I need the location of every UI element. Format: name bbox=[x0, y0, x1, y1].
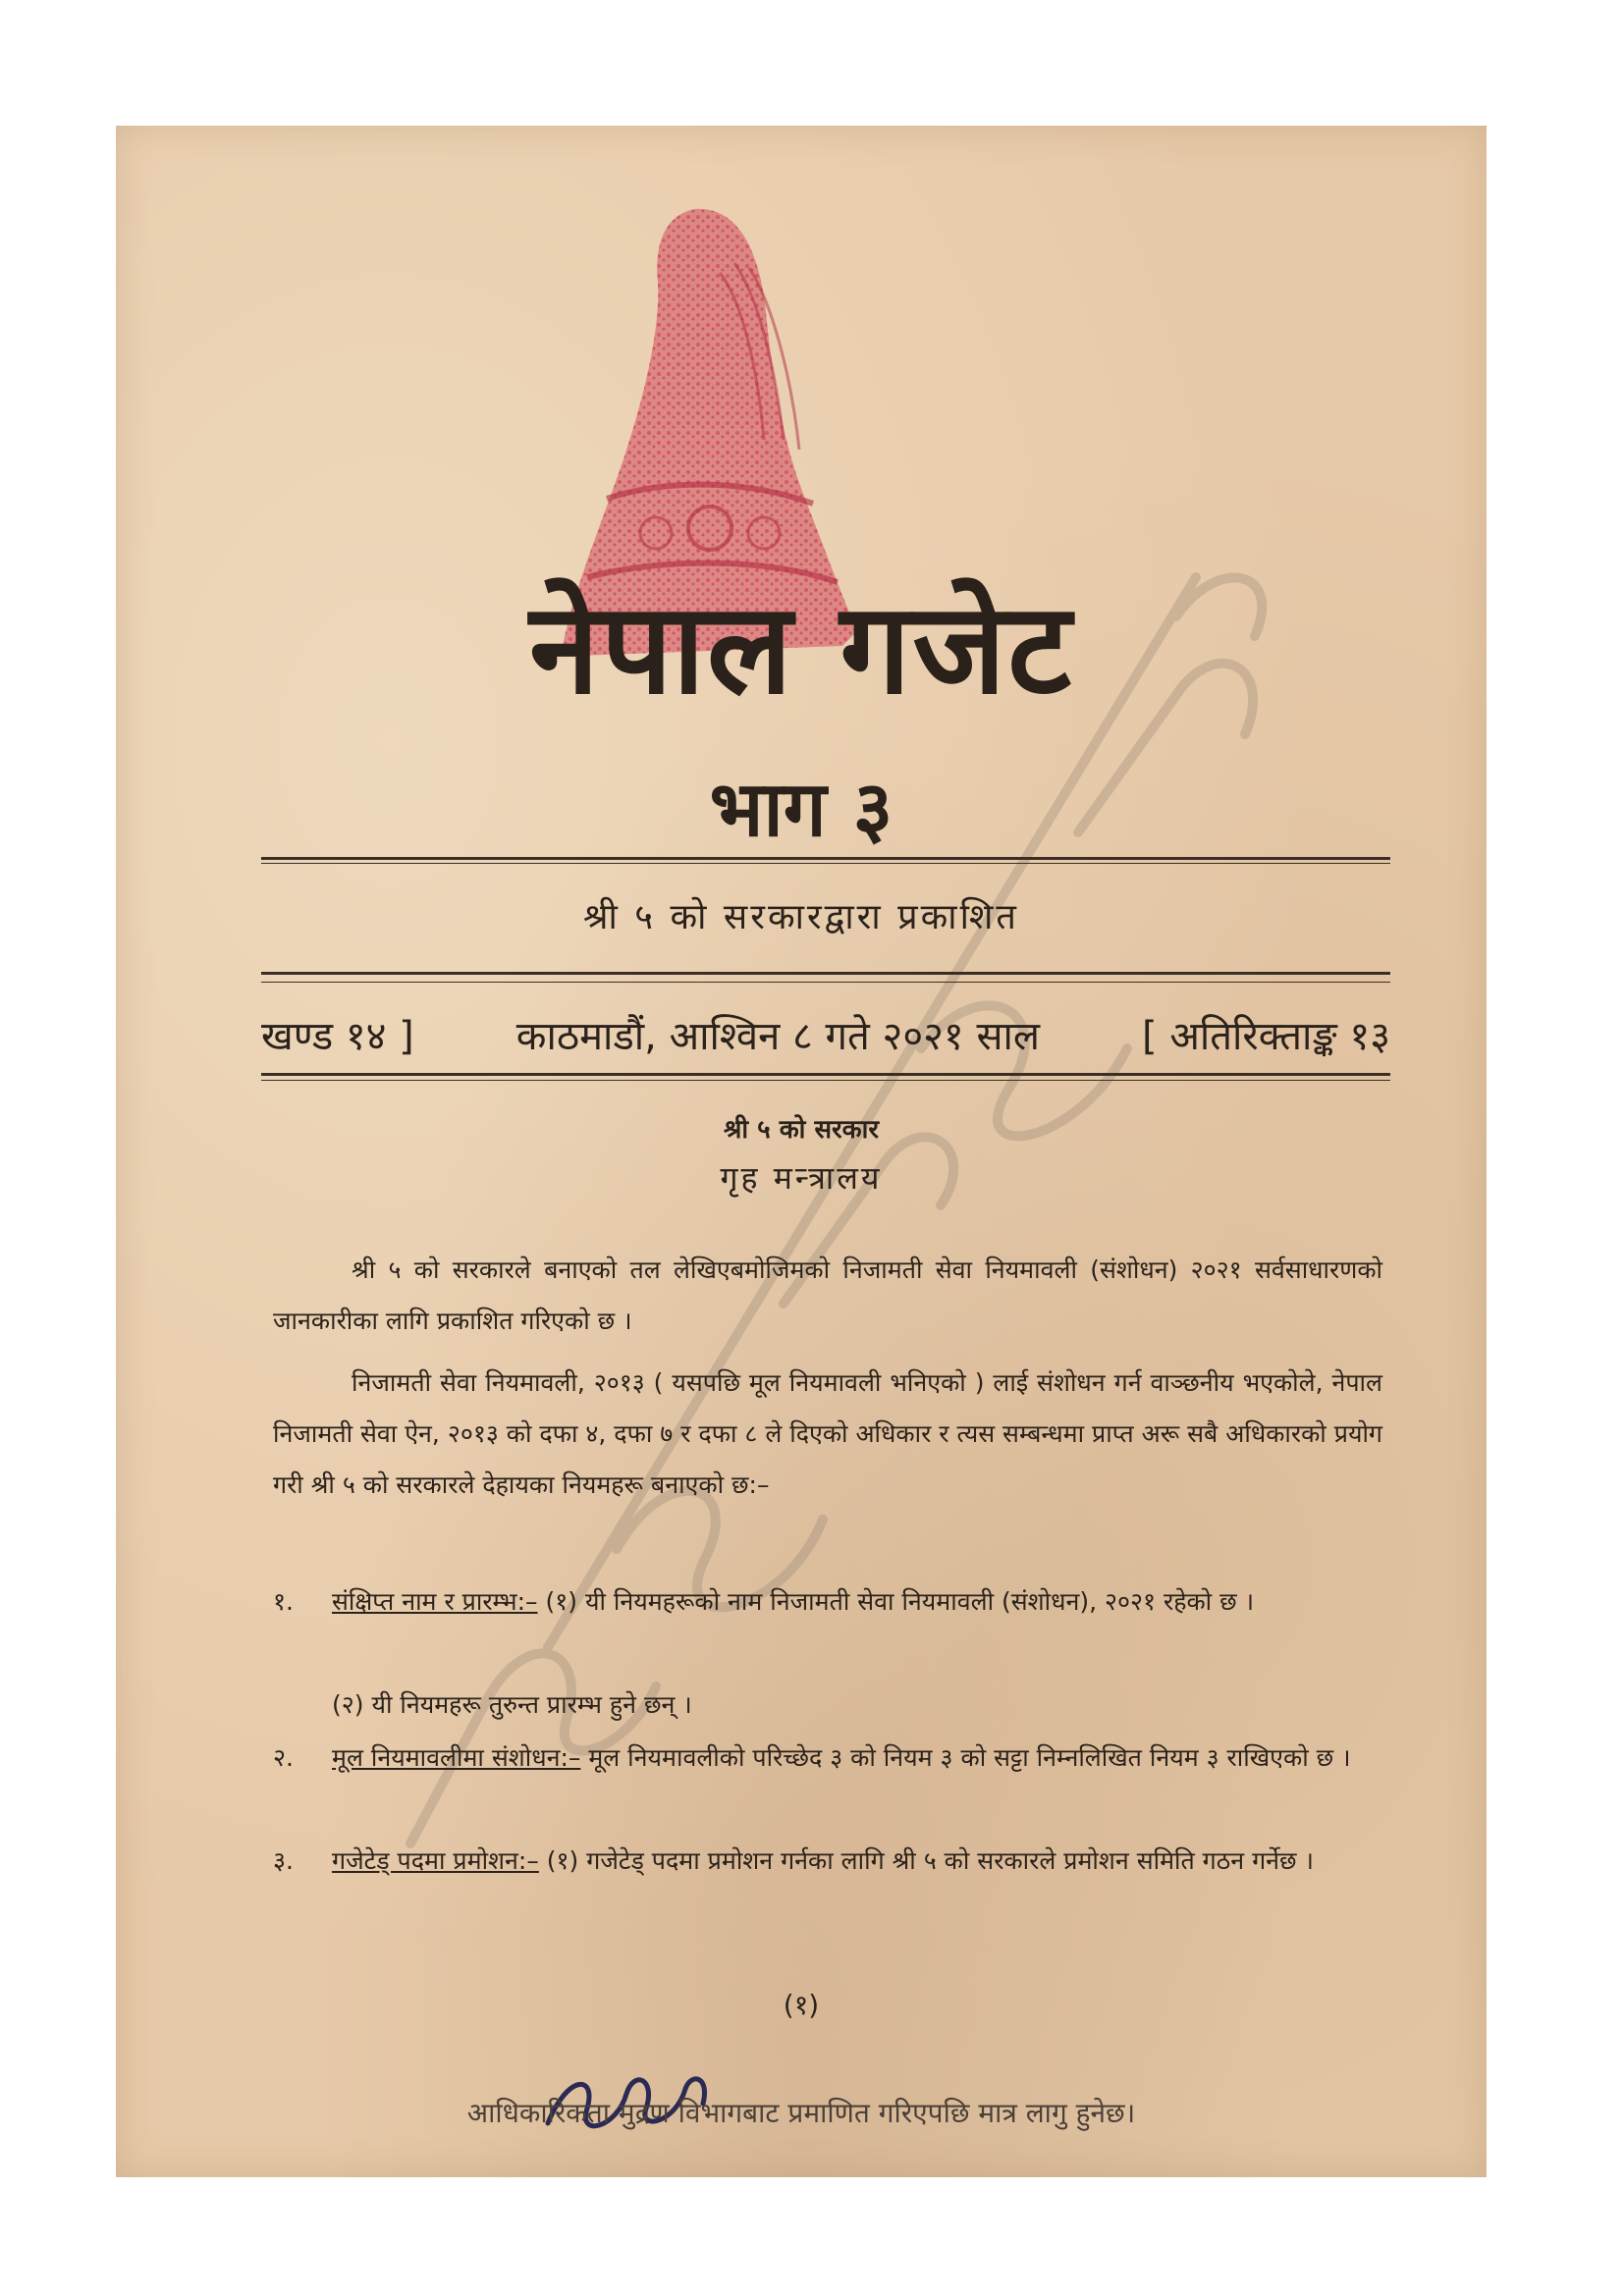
rule-text: (१) गजेटेड् पदमा प्रमोशन गर्नका लागि श्री ५ को सरकारले प्रमोशन समिति गठन गर्नेछ । bbox=[538, 1846, 1315, 1875]
rule-heading: मूल नियमावलीमा संशोधन:– bbox=[332, 1743, 581, 1772]
intro-paragraph: श्री ५ को सरकारले बनाएको तल लेखिएबमोजिमको निजामती सेवा नियमावली (संशोधन) २०२१ सर्वसाधारणको जानकारीका लागि प्रकाशित गरिएको छ । bbox=[273, 1255, 1382, 1335]
page-number: (१) bbox=[783, 1989, 820, 2021]
rule-number: २. bbox=[273, 1743, 294, 1772]
rule-body bbox=[332, 1733, 1382, 1784]
masthead-title: नेपाल गजेट bbox=[529, 576, 1073, 722]
rule-heading: संक्षिप्त नाम र प्रारम्भ:– bbox=[332, 1587, 538, 1616]
divider bbox=[261, 857, 1390, 860]
part-label: भाग ३ bbox=[709, 766, 893, 854]
rule-text: मूल नियमावलीको परिच्छेद ३ को नियम ३ को सट्टा निम्नलिखित नियम ३ राखिएको छ । bbox=[580, 1743, 1351, 1772]
publisher-line: श्री ५ को सरकारद्वारा प्रकाशित bbox=[583, 897, 1019, 937]
rule-number: ३. bbox=[273, 1846, 294, 1875]
rule-text: (१) यी नियमहरूको नाम निजामती सेवा नियमावली (संशोधन), २०२१ रहेको छ । bbox=[537, 1587, 1255, 1616]
extra-issue-number: [ अतिरिक्ताङ्क १३ bbox=[1142, 1014, 1390, 1059]
rule-body bbox=[332, 1576, 1382, 1628]
subclause: (२) यी नियमहरू तुरुन्त प्रारम्भ हुने छन् । bbox=[332, 1690, 692, 1719]
preamble-paragraph: निजामती सेवा नियमावली, २०१३ ( यसपछि मूल नियमावली भनिएको ) लाई संशोधन गर्न वाञ्छनीय भएकोले, नेपाल निजामती सेवा ऐन, २०१३ को दफा ४, दफा ७ र दफा ८ ले दिएको अधिकार र त्यस सम्बन्धमा प्राप्त अरू सबै अधिकारको प्रयोग गरी श्री ५ को सरकारले देहायका नियमहरू बनाएको छ:– bbox=[273, 1368, 1382, 1499]
divider bbox=[261, 1073, 1390, 1076]
rule-item bbox=[273, 1576, 1382, 1628]
volume-date-line bbox=[261, 1007, 1390, 1061]
rule-heading: गजेटेड् पदमा प्रमोशन:– bbox=[332, 1846, 539, 1875]
divider bbox=[261, 1080, 1390, 1081]
rule-number: १. bbox=[273, 1587, 294, 1616]
rule-body bbox=[332, 1836, 1382, 1887]
divider bbox=[261, 972, 1390, 975]
ministry-name: गृह मन्त्रालय bbox=[720, 1159, 883, 1197]
gazette-page bbox=[116, 126, 1487, 2177]
government-label: श्री ५ को सरकार bbox=[723, 1115, 880, 1145]
authentication-footer: आधिकारिकता मुद्रण विभागबाट प्रमाणित गरिएपछि मात्र लागु हुनेछ। bbox=[466, 2097, 1136, 2129]
rule-item bbox=[273, 1733, 1382, 1784]
rule-item bbox=[273, 1836, 1382, 1887]
divider bbox=[261, 863, 1390, 864]
divider bbox=[261, 982, 1390, 983]
volume-number: खण्ड १४ ] bbox=[261, 1014, 414, 1059]
place-date: काठमाडौं, आश्विन ८ गते २०२१ साल bbox=[515, 1014, 1040, 1059]
